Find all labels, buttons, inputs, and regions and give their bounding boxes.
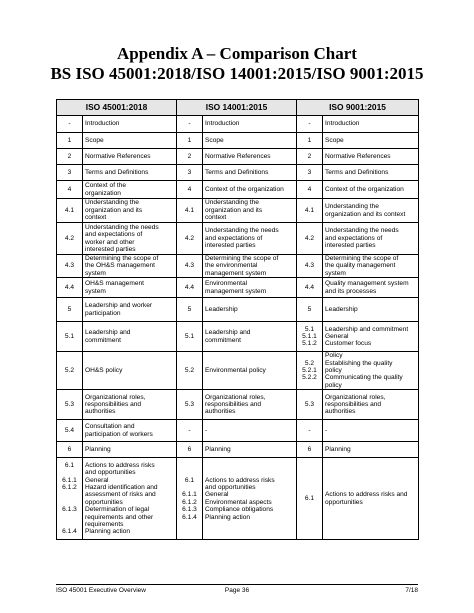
clause-number: -: [177, 116, 203, 133]
clause-number: 5.2: [57, 352, 83, 390]
clause-title: Understanding the organization and its context: [83, 199, 177, 223]
clause-title: Environmental management system: [203, 278, 297, 298]
table-row: [57, 458, 419, 540]
clause-number: 4: [177, 181, 203, 199]
clause-number: 5.2 5.2.1 5.2.2: [297, 352, 323, 390]
clause-number: 6: [57, 442, 83, 458]
clause-number: 4.1: [57, 199, 83, 223]
clause-title: Understanding the organization and its context: [323, 199, 419, 223]
clause-title: Actions to address risks and opportunities General Hazard identification and assessment of risks and opportunities Determination of legal requirements and other requirements Planning action: [83, 458, 177, 540]
clause-title: Normative References: [323, 149, 419, 165]
table-row: [57, 116, 419, 133]
clause-title: Leadership and commitment General Customer focus: [323, 322, 419, 352]
clause-number: 4.3: [177, 255, 203, 278]
page-footer: [56, 584, 418, 594]
clause-number: 6: [297, 442, 323, 458]
clause-title: Scope: [323, 133, 419, 149]
clause-number: 6.1 6.1.1 6.1.2 6.1.3 6.1.4: [57, 458, 83, 540]
clause-title: Context of the organization: [203, 181, 297, 199]
clause-number: 4.1: [177, 199, 203, 223]
clause-number: 2: [57, 149, 83, 165]
table-row: [57, 199, 419, 223]
clause-title: Scope: [203, 133, 297, 149]
clause-title: Understanding the organization and its context: [203, 199, 297, 223]
clause-title: Leadership: [323, 298, 419, 322]
comparison-table: [56, 99, 419, 540]
clause-number: 4: [297, 181, 323, 199]
clause-title: Understanding the needs and expectations of interested parties: [203, 223, 297, 255]
clause-number: 5.1: [177, 322, 203, 352]
clause-title: Consultation and participation of workers: [83, 420, 177, 442]
clause-title: Introduction: [83, 116, 177, 133]
table-row: [57, 278, 419, 298]
clause-title: Leadership and commitment: [203, 322, 297, 352]
table-row: [57, 420, 419, 442]
clause-title: Planning: [323, 442, 419, 458]
clause-number: 5: [297, 298, 323, 322]
clause-number: 3: [297, 165, 323, 181]
table-row: [57, 352, 419, 390]
clause-title: Terms and Definitions: [323, 165, 419, 181]
table-row: [57, 255, 419, 278]
clause-number: 5.4: [57, 420, 83, 442]
clause-number: 1: [177, 133, 203, 149]
clause-title: Introduction: [323, 116, 419, 133]
clause-title: Organizational roles, responsibilities and authorities: [323, 390, 419, 420]
clause-title: Context of the organization: [83, 181, 177, 199]
clause-number: 6.1 6.1.1 6.1.2 6.1.3 6.1.4: [177, 458, 203, 540]
clause-title: Quality management system and its processes: [323, 278, 419, 298]
clause-title: OH&S policy: [83, 352, 177, 390]
table-row: [57, 165, 419, 181]
footer-date: 7/18: [405, 587, 418, 594]
clause-number: 5.3: [57, 390, 83, 420]
clause-title: -: [323, 420, 419, 442]
clause-number: -: [297, 420, 323, 442]
clause-number: 5.1 5.1.1 5.1.2: [297, 322, 323, 352]
clause-title: Terms and Definitions: [203, 165, 297, 181]
table-header-row: [57, 100, 419, 116]
clause-number: 6.1: [297, 458, 323, 540]
clause-number: 5.1: [57, 322, 83, 352]
table-row: [57, 390, 419, 420]
clause-title: Understanding the needs and expectations of worker and other interested parties: [83, 223, 177, 255]
clause-number: -: [57, 116, 83, 133]
clause-title: Actions to address risks and opportunities General Environmental aspects Compliance obligations Planning action: [203, 458, 297, 540]
clause-number: 1: [297, 133, 323, 149]
header-iso45001: ISO 45001:2018: [57, 100, 177, 116]
header-iso14001: ISO 14001:2015: [177, 100, 297, 116]
clause-number: 2: [297, 149, 323, 165]
clause-number: 4.1: [297, 199, 323, 223]
clause-number: 4.4: [57, 278, 83, 298]
clause-number: -: [297, 116, 323, 133]
clause-title: Planning: [203, 442, 297, 458]
clause-number: 4.2: [57, 223, 83, 255]
footer-page-number: Page 36: [224, 587, 250, 594]
clause-title: Context of the organization: [323, 181, 419, 199]
table-row: [57, 223, 419, 255]
header-iso9001: ISO 9001:2015: [297, 100, 419, 116]
page-title: Appendix A – Comparison Chart: [117, 44, 357, 63]
table-row: [57, 149, 419, 165]
clause-title: Organizational roles, responsibilities and authorities: [203, 390, 297, 420]
clause-number: 4: [57, 181, 83, 199]
clause-title: Normative References: [203, 149, 297, 165]
footer-document-title: ISO 45001 Executive Overview: [56, 587, 146, 594]
clause-title: Policy Establishing the quality policy Communicating the quality policy: [323, 352, 419, 390]
table-row: [57, 322, 419, 352]
clause-number: 5.3: [177, 390, 203, 420]
clause-number: 4.4: [297, 278, 323, 298]
page-title-block: [0, 44, 474, 84]
clause-title: OH&S management system: [83, 278, 177, 298]
clause-number: 4.4: [177, 278, 203, 298]
clause-title: Scope: [83, 133, 177, 149]
clause-number: -: [177, 420, 203, 442]
clause-title: Leadership: [203, 298, 297, 322]
clause-title: Terms and Definitions: [83, 165, 177, 181]
clause-title: Leadership and worker participation: [83, 298, 177, 322]
page-subtitle: BS ISO 45001:2018/ISO 14001:2015/ISO 9001:2015: [50, 64, 424, 83]
clause-number: 6: [177, 442, 203, 458]
clause-title: Organizational roles, responsibilities and authorities: [83, 390, 177, 420]
clause-title: Leadership and commitment: [83, 322, 177, 352]
clause-title: Planning: [83, 442, 177, 458]
clause-number: 2: [177, 149, 203, 165]
clause-number: 1: [57, 133, 83, 149]
clause-number: 5.3: [297, 390, 323, 420]
clause-title: -: [203, 420, 297, 442]
clause-number: 5.2: [177, 352, 203, 390]
clause-title: Determining the scope of the quality management system: [323, 255, 419, 278]
clause-number: 4.2: [177, 223, 203, 255]
table-row: [57, 442, 419, 458]
table-row: [57, 133, 419, 149]
clause-number: 3: [177, 165, 203, 181]
clause-number: 4.3: [297, 255, 323, 278]
table-row: [57, 181, 419, 199]
clause-title: Normative References: [83, 149, 177, 165]
clause-number: 3: [57, 165, 83, 181]
clause-number: 4.3: [57, 255, 83, 278]
clause-title: Understanding the needs and expectations of interested parties: [323, 223, 419, 255]
clause-title: Determining the scope of the environmental management system: [203, 255, 297, 278]
clause-number: 5: [57, 298, 83, 322]
clause-title: Introduction: [203, 116, 297, 133]
clause-number: 4.2: [297, 223, 323, 255]
clause-title: Environmental policy: [203, 352, 297, 390]
clause-number: 5: [177, 298, 203, 322]
clause-title: Determining the scope of the OH&S management system: [83, 255, 177, 278]
clause-title: Actions to address risks and opportunities: [323, 458, 419, 540]
table-row: [57, 298, 419, 322]
